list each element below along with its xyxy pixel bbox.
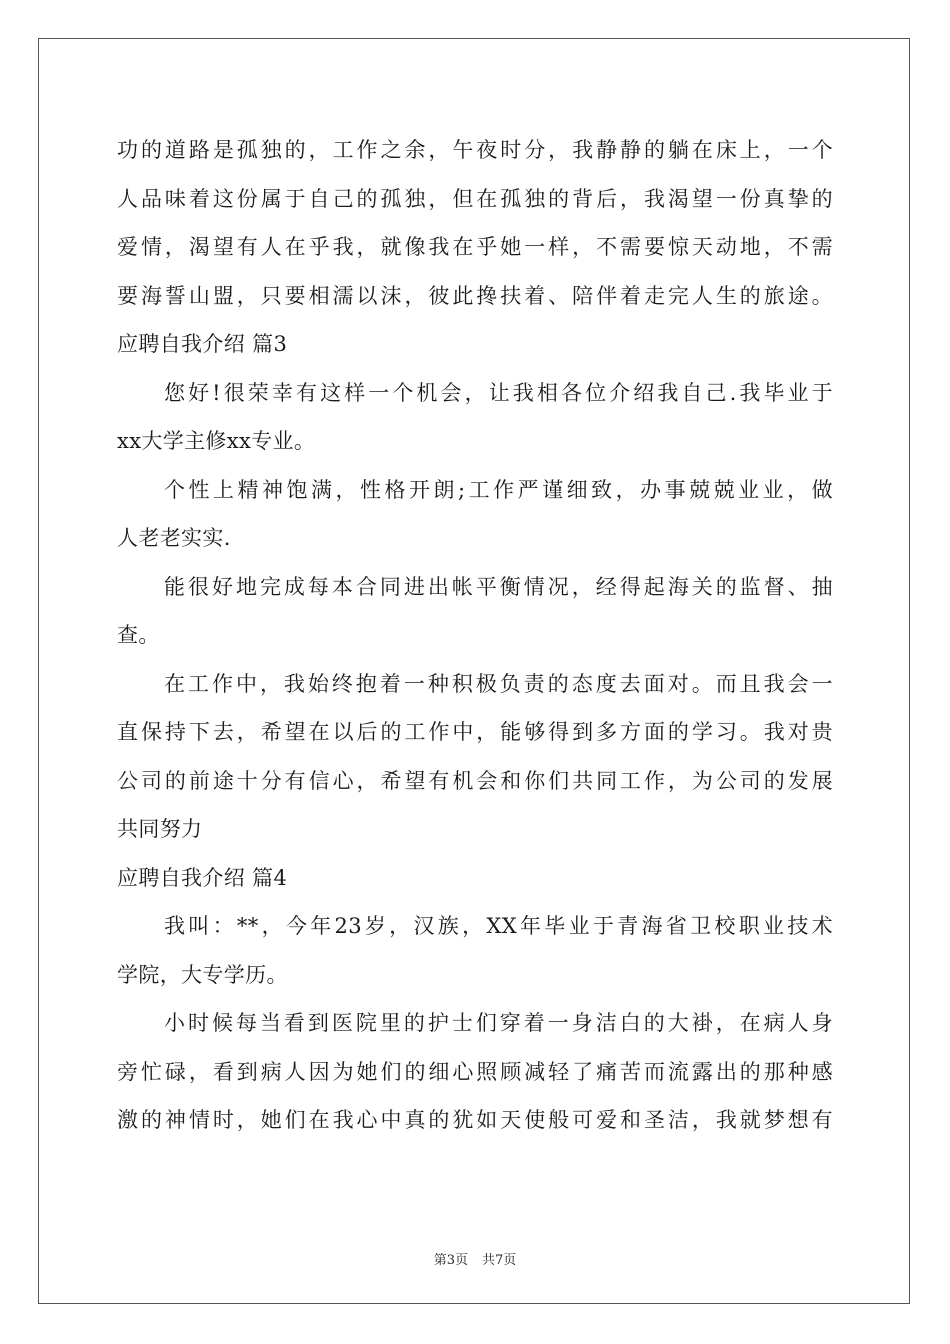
section-heading: 应聘自我介绍 篇3 <box>117 332 288 356</box>
page-footer <box>0 1249 950 1268</box>
text-line: 要海誓山盟，只要相濡以沫，彼此搀扶着、陪伴着走完人生的旅途。 <box>117 283 833 308</box>
text-line: 共同努力 <box>117 817 203 841</box>
text-line: 查。 <box>117 623 160 647</box>
text-line: 小时候每当看到医院里的护士们穿着一身洁白的大褂，在病人身 <box>164 1011 833 1035</box>
text-line: 激的神情时，她们在我心中真的犹如天使般可爱和圣洁，我就梦想有 <box>117 1108 833 1132</box>
text-line: 我叫：**，今年23岁，汉族，XX年毕业于青海省卫校职业技术 <box>164 914 833 938</box>
text-line: 旁忙碌，看到病人因为她们的细心照顾减轻了痛苦而流露出的那种感 <box>117 1059 833 1084</box>
text-line: 公司的前途十分有信心，希望有机会和你们共同工作，为公司的发展 <box>117 768 833 793</box>
page-number-total: 共7页 <box>482 1253 517 1268</box>
text-line: 在工作中，我始终抱着一种积极负责的态度去面对。而且我会一 <box>164 671 833 696</box>
text-line: 个性上精神饱满，性格开朗;工作严谨细致，办事兢兢业业，做 <box>164 477 833 502</box>
page-number-current: 第3页 <box>433 1253 468 1268</box>
text-line: 能很好地完成每本合同进出帐平衡情况，经得起海关的监督、抽 <box>164 574 833 599</box>
text-line: 人老老实实. <box>117 526 231 550</box>
text-line: 爱情，渴望有人在乎我，就像我在乎她一样，不需要惊天动地，不需 <box>117 235 833 259</box>
text-line: 您好!很荣幸有这样一个机会，让我相各位介绍我自己.我毕业于 <box>164 380 833 405</box>
text-line: 人品味着这份属于自己的孤独，但在孤独的背后，我渴望一份真挚的 <box>117 186 833 211</box>
text-line: xx大学主修xx专业。 <box>117 429 316 453</box>
section-heading: 应聘自我介绍 篇4 <box>117 865 288 890</box>
text-line: 功的道路是孤独的，工作之余，午夜时分，我静静的躺在床上，一个 <box>117 138 833 162</box>
text-line: 直保持下去，希望在以后的工作中，能够得到多方面的学习。我对贵 <box>117 720 833 744</box>
document-body <box>117 126 833 1145</box>
text-line: 学院，大专学历。 <box>117 962 288 987</box>
